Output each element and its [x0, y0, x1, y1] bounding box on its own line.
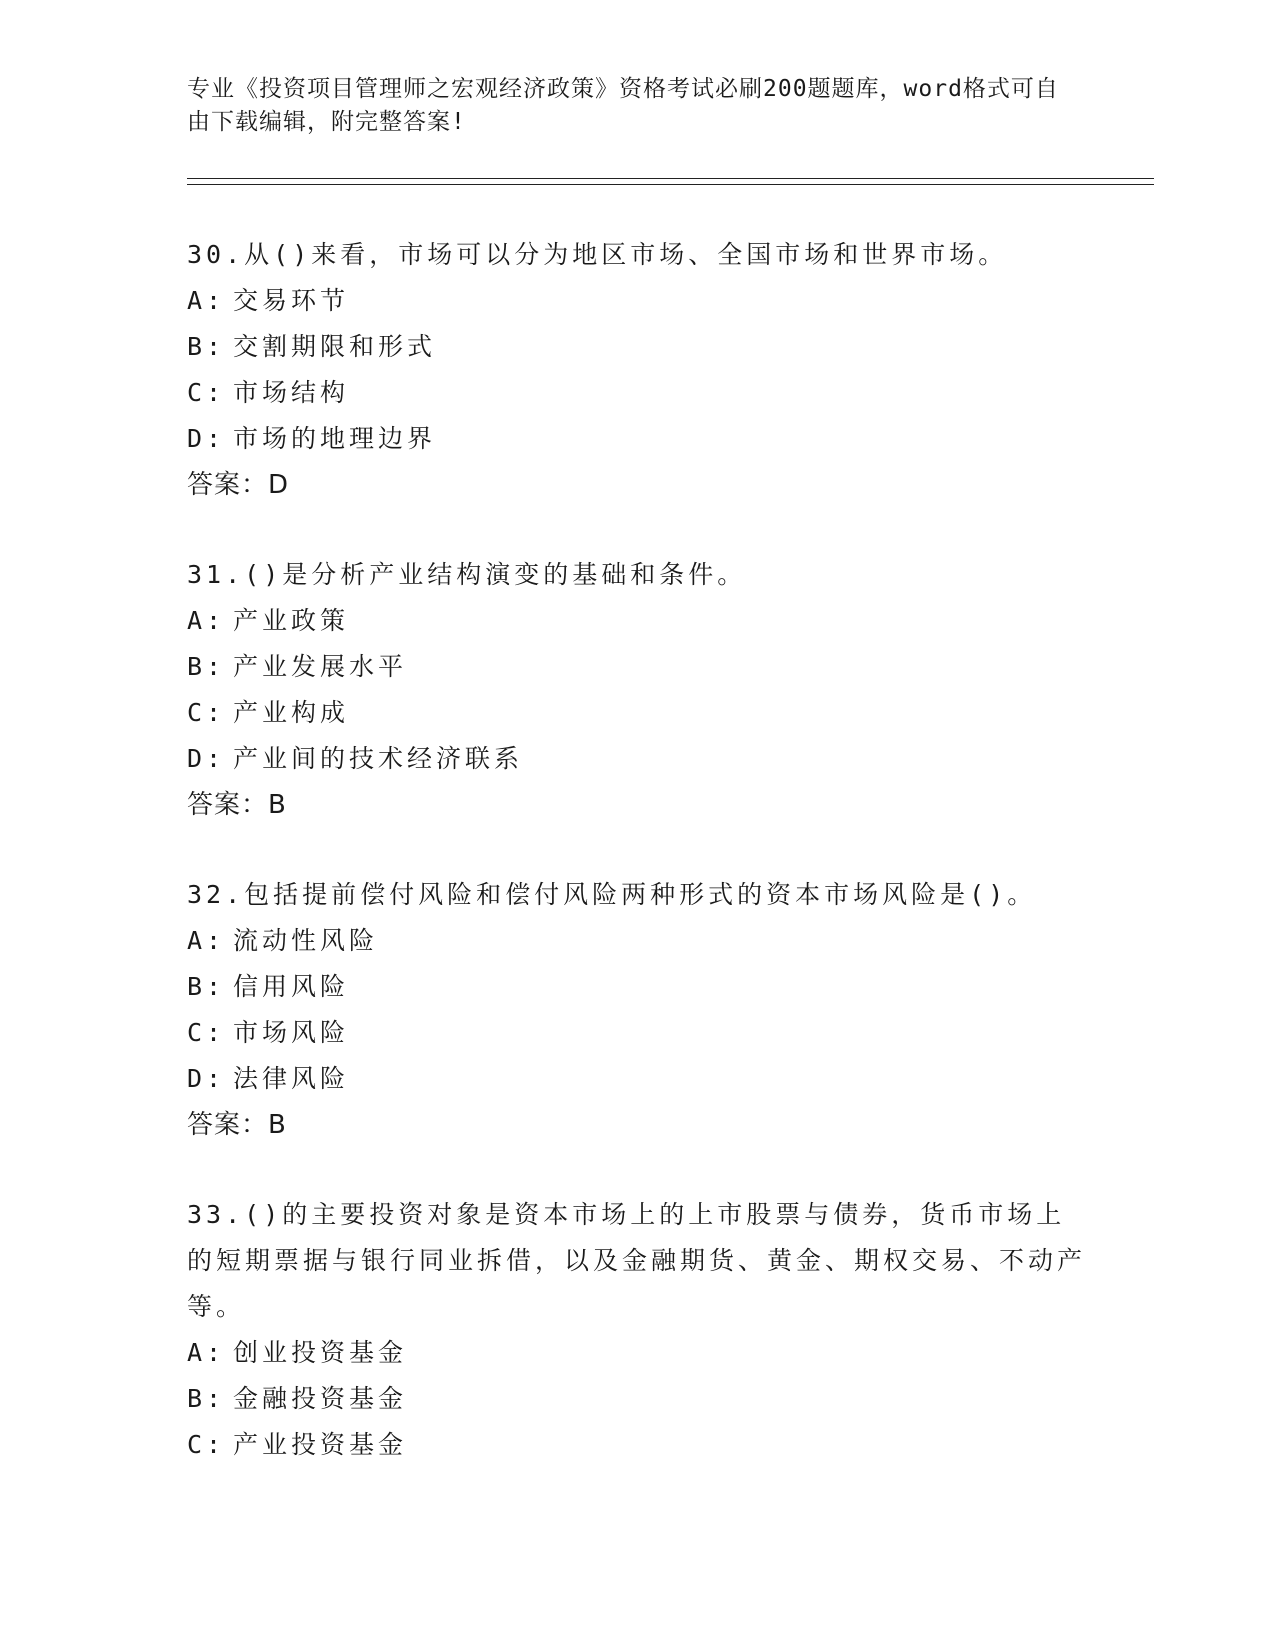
option-text: 产业政策 — [233, 606, 350, 635]
option-label: A: — [187, 1338, 226, 1367]
option-label: A: — [187, 606, 226, 635]
option-text: 产业投资基金 — [233, 1430, 408, 1459]
answer-option — [187, 964, 1087, 1010]
question-stem: 30.从()来看，市场可以分为地区市场、全国市场和世界市场。 — [187, 240, 1008, 269]
answer-option — [187, 918, 1087, 964]
option-label: C: — [187, 698, 226, 727]
option-text: 金融投资基金 — [233, 1384, 408, 1413]
document-title: 专业《投资项目管理师之宏观经济政策》资格考试必刷200题题库，word格式可自由下载编辑，附完整答案! — [187, 76, 1059, 135]
answer-option — [187, 324, 1087, 370]
option-text: 产业间的技术经济联系 — [233, 744, 524, 773]
answer-option — [187, 1010, 1087, 1056]
answer-option — [187, 278, 1087, 324]
option-label: C: — [187, 1430, 226, 1459]
option-label: B: — [187, 1384, 226, 1413]
answer-option — [187, 598, 1087, 644]
option-text: 流动性风险 — [233, 926, 379, 955]
answer-option — [187, 1422, 1087, 1468]
option-text: 产业构成 — [233, 698, 350, 727]
option-label: D: — [187, 424, 226, 453]
answer-key: 答案：D — [187, 470, 290, 500]
option-text: 市场风险 — [233, 1018, 350, 1047]
answer-key: 答案：B — [187, 1110, 287, 1140]
option-text: 创业投资基金 — [233, 1338, 408, 1367]
answer-option — [187, 370, 1087, 416]
option-label: B: — [187, 332, 226, 361]
answer-option — [187, 416, 1087, 462]
option-label: A: — [187, 926, 226, 955]
option-label: B: — [187, 652, 226, 681]
question-block — [187, 872, 1087, 1148]
option-text: 交割期限和形式 — [233, 332, 437, 361]
answer-option — [187, 1056, 1087, 1102]
option-label: D: — [187, 1064, 226, 1093]
question-stem: 31.()是分析产业结构演变的基础和条件。 — [187, 560, 747, 589]
option-text: 市场的地理边界 — [233, 424, 437, 453]
option-text: 信用风险 — [233, 972, 350, 1001]
answer-option — [187, 644, 1087, 690]
option-text: 市场结构 — [233, 378, 350, 407]
option-label: C: — [187, 378, 226, 407]
option-label: B: — [187, 972, 226, 1001]
answer-option — [187, 1376, 1087, 1422]
question-block — [187, 232, 1087, 508]
answer-key: 答案：B — [187, 790, 287, 820]
answer-option — [187, 690, 1087, 736]
question-stem: 32.包括提前偿付风险和偿付风险两种形式的资本市场风险是()。 — [187, 880, 1037, 909]
question-block — [187, 552, 1087, 828]
answer-option — [187, 736, 1087, 782]
option-label: D: — [187, 744, 226, 773]
question-list — [187, 232, 1087, 1512]
option-text: 产业发展水平 — [233, 652, 408, 681]
question-stem: 33.()的主要投资对象是资本市场上的上市股票与债券，货币市场上的短期票据与银行同业拆借，以及金融期货、黄金、期权交易、不动产等。 — [187, 1200, 1087, 1321]
option-text: 交易环节 — [233, 286, 350, 315]
question-block — [187, 1192, 1087, 1468]
header-divider — [187, 178, 1154, 185]
option-label: C: — [187, 1018, 226, 1047]
document-header — [187, 73, 1067, 139]
option-text: 法律风险 — [233, 1064, 350, 1093]
answer-option — [187, 1330, 1087, 1376]
option-label: A: — [187, 286, 226, 315]
